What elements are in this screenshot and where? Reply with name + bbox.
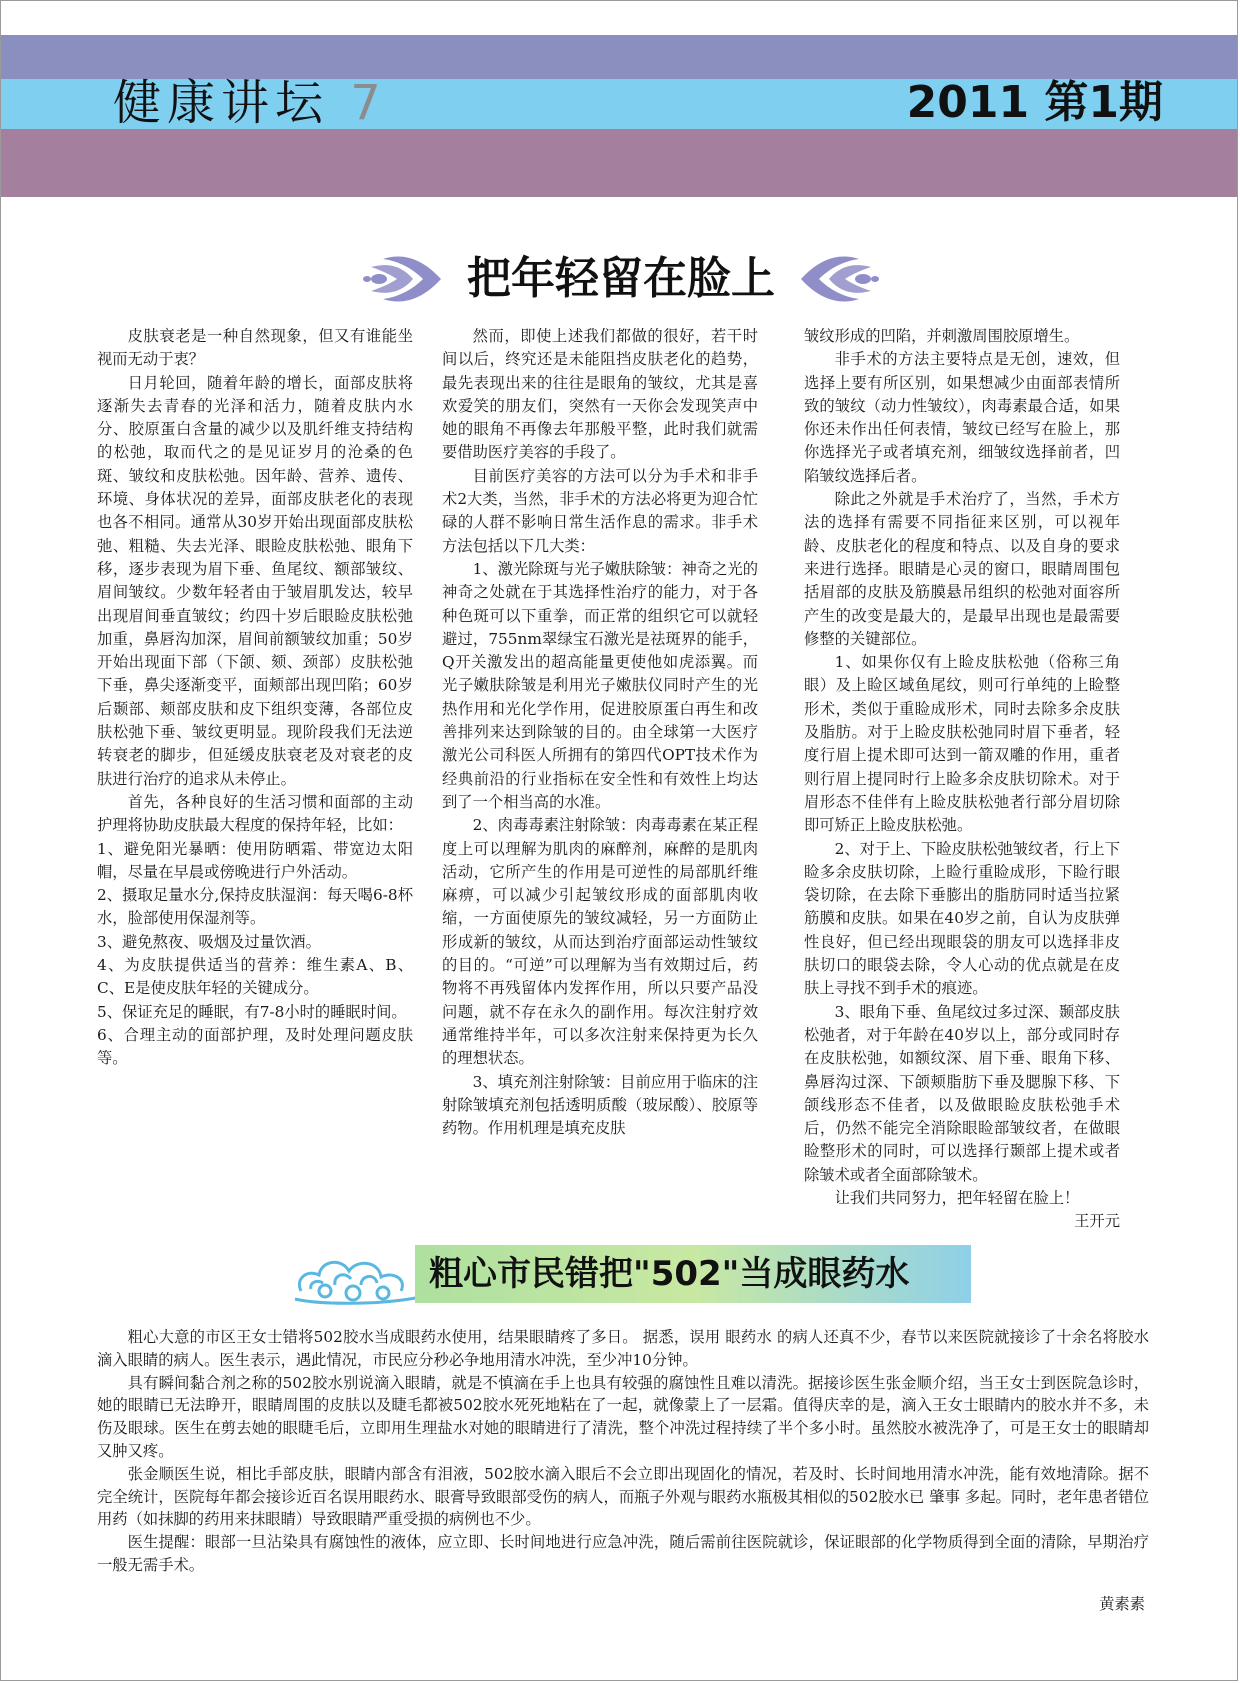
paragraph: 1、激光除斑与光子嫩肤除皱：神奇之光的神奇之处就在于其选择性治疗的能力，对于各种色斑可以下重拳，而正常的组织它可以就轻避过，755nm翠绿宝石激光是祛斑界的能手，Q开关激发出的超高能量更使他如虎添翼。而光子嫩肤除皱是利用光子嫩肤仪同时产生的光热作用和光化学作用，促进胶原蛋白再生和改善排列来达到除皱的目的。由全球第一大医疗激光公司科医人所拥有的第四代OPT技术作为经典前沿的行业指标在安全性和有效性上均达到了一个相当高的水准。 (442, 559, 758, 811)
header-band-bottom (1, 129, 1238, 197)
paragraph: 皮肤衰老是一种自然现象，但又有谁能坐视而无动于衷？ (97, 327, 413, 369)
title-ornament-left-icon (361, 247, 445, 311)
list-item: 2、摄取足量水分,保持皮肤湿润：每天喝6-8杯水，脸部使用保湿剂等。 (97, 886, 413, 928)
paragraph: 张金顺医生说，相比手部皮肤，眼睛内部含有泪液，502胶水滴入眼后不会立即出现固化的情况，若及时、长时间地用清水冲洗，能有效地清除。据不完全统计，医院每年都会接诊近百名误用眼药水、眼膏导致眼部受伤的病人，而瓶子外观与眼药水瓶极其相似的502胶水已 肇事 多起。同时，老年患者错位用药（如抹脚的药用来抹眼睛）导致眼睛严重受损的病例也不少。 (97, 1464, 1149, 1529)
paragraph: 3、眼角下垂、鱼尾纹过多过深、颞部皮肤松弛者，对于年龄在40岁以上，部分或同时存在皮肤松弛，如额纹深、眉下垂、眼角下移、鼻唇沟过深、下颌颊脂肪下垂及腮腺下移、下颌线形态不佳者，以及做眼睑皮肤松弛手术后，仍然不能完全消除眼睑部皱纹者，在做眼睑整形术的同时，可以选择行颞部上提术或者除皱术或者全面部除皱术。 (804, 1002, 1120, 1184)
paragraph: 让我们共同努力，把年轻留在脸上！ (834, 1188, 1080, 1207)
paragraph: 2、肉毒毒素注射除皱：肉毒毒素在某正程度上可以理解为肌肉的麻醉剂，麻醉的是肌肉活动，它所产生的作用是可逆性的局部肌纤维麻痹，可以减少引起皱纹形成的面部肌肉收缩，一方面使原先的皱纹减轻，另一方面防止形成新的皱纹，从而达到治疗面部运动性皱纹的目的。“可逆”可以理解为当有效期过后，药物将不再残留体内发挥作用，所以只要产品没问题，就不存在永久的副作用。每次注射疗效通常维持半年，可以多次注射来保持更为长久的理想状态。 (442, 816, 758, 1068)
paragraph: 首先，各种良好的生活习惯和面部的主动护理将协助皮肤最大程度的保持年轻，比如： (97, 792, 413, 835)
cloud-ornament-icon (291, 1245, 431, 1309)
issue-label: 2011 第1期 (906, 77, 1163, 128)
paragraph: 3、填充剂注射除皱：目前应用于临床的注射除皱填充剂包括透明质酸（玻尿酸）、胶原等药物。作用机理是填充皮肤 (442, 1072, 758, 1138)
article1-column-3 (804, 325, 1120, 1234)
article1-author: 王开元 (1074, 1212, 1120, 1231)
paragraph: 然而，即使上述我们都做的很好，若干时间以后，终究还是未能阻挡皮肤老化的趋势，最先表现出来的往往是眼角的皱纹，尤其是喜欢爱笑的朋友们，突然有一天你会发现笑声中她的眼角不再像去年那般平整，此时我们就需要借助医疗美容的手段了。 (442, 327, 758, 462)
paragraph: 1、如果你仅有上睑皮肤松弛（俗称三角眼）及上睑区域鱼尾纹，则可行单纯的上睑整形术，类似于重睑成形术，同时去除多余皮肤及脂肪。对于上睑皮肤松弛同时眉下垂者，轻度行眉上提术即可达到一箭双雕的作用，重者则行眉上提同时行上睑多余皮肤切除术。对于眉形态不佳伴有上睑皮肤松弛者行部分眉切除即可矫正上睑皮肤松弛。 (804, 653, 1120, 835)
paragraph: 2、对于上、下睑皮肤松弛皱纹者，行上下睑多余皮肤切除，上睑行重睑成形，下睑行眼袋切除，在去除下垂膨出的脂肪同时适当拉紧筋膜和皮肤。如果在40岁之前，自认为皮肤弹性良好，但已经出现眼袋的朋友可以选择非皮肤切口的眼袋去除，令人心动的优点就是在皮肤上寻找不到手术的痕迹。 (804, 839, 1120, 998)
title-ornament-right-icon (797, 247, 881, 311)
paragraph: 非手术的方法主要特点是无创，速效，但选择上要有所区别，如果想减少由面部表情所致的皱纹（动力性皱纹），肉毒素最合适，如果你还未作出任何表情，皱纹已经写在脸上，那你选择光子或者填充剂，细皱纹选择前者，凹陷皱纹选择后者。 (804, 350, 1120, 485)
article2-body (97, 1326, 1149, 1577)
list-item: 4、为皮肤提供适当的营养：维生素A、B、C、E是使皮肤年轻的关键成分。 (97, 956, 413, 998)
list-item: 1、避免阳光暴晒：使用防晒霜、带宽边太阳帽，尽量在早晨或傍晚进行户外活动。 (97, 839, 413, 881)
paragraph: 皱纹形成的凹陷，并刺激周围胶原增生。 (804, 327, 1080, 345)
paragraph: 医生提醒：眼部一旦沾染具有腐蚀性的液体，应立即、长时间地进行应急冲洗，随后需前往医院就诊，保证眼部的化学物质得到全面的清除，早期治疗一般无需手术。 (97, 1533, 1149, 1574)
paragraph: 具有瞬间黏合剂之称的502胶水别说滴入眼睛，就是不慎滴在手上也具有较强的腐蚀性且难以清洗。据接诊医生张金顺介绍，当王女士到医院急诊时，她的眼睛已无法睁开，眼睛周围的皮肤以及睫毛都被502胶水死死地粘在了一起，就像蒙上了一层霜。值得庆幸的是，滴入王女士眼睛内的胶水并不多，未伤及眼球。医生在剪去她的眼睫毛后，立即用生理盐水对她的眼睛进行了清洗，整个冲洗过程持续了半个多小时。虽然胶水被洗净了，可是王女士的眼睛却又肿又疼。 (97, 1373, 1149, 1460)
article1-title: 把年轻留在脸上 (467, 253, 775, 304)
article2-author: 黄素素 (1099, 1595, 1145, 1613)
article1-title-block (361, 247, 881, 311)
column-title-text: 健康讲坛 (113, 75, 330, 131)
article2-title-block (291, 1239, 971, 1311)
list-item: 6、合理主动的面部护理，及时处理问题皮肤等。 (97, 1025, 413, 1068)
article1-column-2 (442, 325, 758, 1140)
header-band-top (1, 35, 1238, 79)
column-title (113, 75, 381, 131)
paragraph: 目前医疗美容的方法可以分为手术和非手术2大类，当然，非手术的方法必将更为迎合忙碌的人群不影响日常生活作息的需求。非手术方法包括以下几大类： (442, 466, 758, 555)
list-item: 5、保证充足的睡眠，有7-8小时的睡眠时间。 (97, 1002, 407, 1021)
list-item: 3、避免熬夜、吸烟及过量饮酒。 (97, 932, 321, 951)
paragraph: 日月轮回，随着年龄的增长，面部皮肤将逐渐失去青春的光泽和活力，随着皮肤内水分、胶原蛋白含量的减少以及肌纤维支持结构的松弛，取而代之的是见证岁月的沧桑的色斑、皱纹和皮肤松弛。因年龄、营养、遗传、环境、身体状况的差异，面部皮肤老化的表现也各不相同。通常从30岁开始出现面部皮肤松弛、粗糙、失去光泽、眼睑皮肤松弛、眼角下移，逐步表现为眉下垂、鱼尾纹、额部皱纹、眉间皱纹。少数年轻者由于皱眉肌发达，较早出现眉间垂直皱纹；约四十岁后眼睑皮肤松弛加重，鼻唇沟加深，眉间前额皱纹加重；50岁开始出现面下部（下颌、颏、颈部）皮肤松弛下垂，鼻尖逐渐变平，面颊部出现凹陷；60岁后颞部、颊部皮肤和皮下组织变薄，各部位皮肤松弛下垂、皱纹更明显。现阶段我们无法逆转衰老的脚步，但延缓皮肤衰老及对衰老的皮肤进行治疗的追求从未停止。 (97, 373, 413, 788)
article1-column-1 (97, 325, 413, 1071)
article2-title: 粗心市民错把"502"当成眼药水 (429, 1254, 910, 1294)
paragraph: 粗心大意的市区王女士错将502胶水当成眼药水使用，结果眼睛疼了多日。 据悉，误用 眼药水 的病人还真不少，春节以来医院就接诊了十余名将胶水滴入眼睛的病人。医生表示，遇此情况，市民应分秒必争地用清水冲洗，至少冲10分钟。 (97, 1328, 1149, 1369)
paragraph: 除此之外就是手术治疗了，当然，手术方法的选择有需要不同指征来区别，可以视年龄、皮肤老化的程度和特点、以及自身的要求来进行选择。眼睛是心灵的窗口，眼睛周围包括眉部的皮肤及筋膜悬吊组织的松弛对面容所产生的改变是最大的，是最早出现也是最需要修整的关键部位。 (804, 490, 1120, 648)
page-number: 7 (350, 75, 381, 131)
